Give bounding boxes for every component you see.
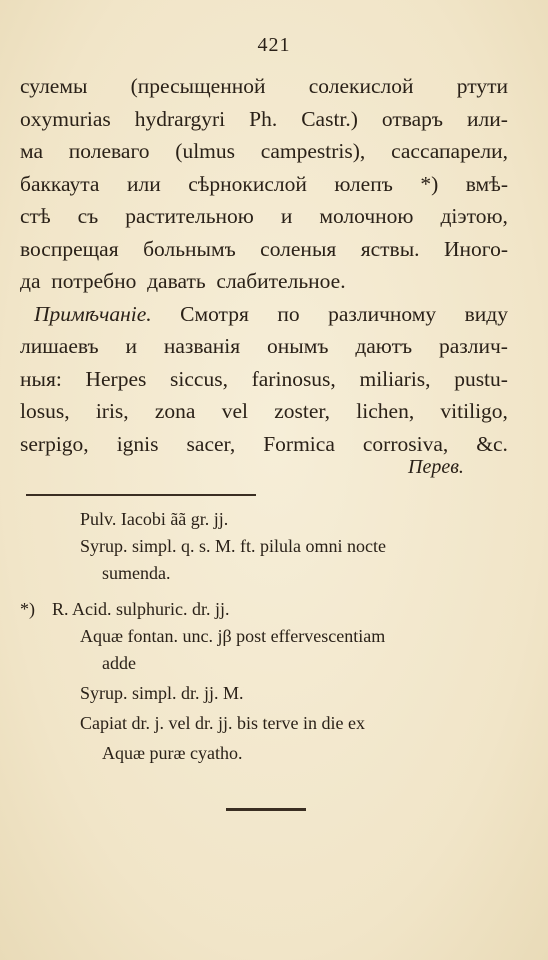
word: названія [163, 334, 241, 358]
word: miliaris, [359, 366, 431, 391]
text-line [20, 298, 508, 331]
word: (ulmus [175, 139, 236, 163]
word: сассапарели, [391, 139, 508, 163]
word: hydrargyri [134, 106, 226, 131]
prescription-line: Aquæ puræ cyatho. [102, 743, 243, 763]
page-number: 421 [257, 34, 291, 56]
word: oxymurias [20, 106, 111, 131]
word: лишаевъ [20, 334, 99, 358]
text-line [20, 363, 508, 396]
footnote-marker: *) [420, 171, 439, 196]
word: яствы. [360, 236, 420, 261]
word: различ- [438, 334, 508, 358]
prescription-line: sumenda. [102, 563, 171, 583]
footnote-separator [26, 494, 256, 496]
word: lichen, [356, 399, 415, 423]
word: ртути [456, 74, 508, 98]
word: отваръ [381, 106, 444, 131]
prescription-line: Capiat dr. j. vel dr. jj. bis terve in die ex [80, 713, 365, 733]
word: онымъ [267, 334, 329, 358]
word: vel [221, 399, 248, 423]
word: молочною [319, 204, 414, 228]
word: sacer, [186, 431, 236, 456]
word: полеваго [68, 139, 150, 163]
word: campestris), [260, 139, 366, 163]
end-ornament-rule [226, 808, 306, 811]
word: стѣ [20, 204, 51, 228]
word: serpigo, [20, 431, 89, 456]
word: losus, [20, 399, 70, 423]
text-line [20, 200, 508, 233]
word: zoster, [274, 399, 331, 423]
word: pustu- [454, 366, 508, 391]
word: или- [467, 106, 508, 131]
word: Смотря [180, 301, 249, 326]
word: потребно [51, 269, 137, 293]
text-line [20, 330, 508, 363]
prescription-line: Pulv. Iacobi ãã gr. jj. [80, 509, 229, 529]
word: сулемы [20, 74, 88, 98]
word: воспрещая [20, 236, 119, 261]
word: vitiligo, [440, 399, 508, 423]
word: по [277, 301, 300, 326]
text-line [20, 233, 508, 266]
note-label: Примѣчаніе. [34, 301, 152, 326]
main-text [20, 70, 508, 460]
word: Castr.) [301, 106, 358, 131]
word: или [126, 171, 161, 196]
word: и [280, 204, 293, 228]
footnote-marker: *) [20, 599, 35, 619]
word: сѣрнокислой [188, 171, 307, 196]
text-line [20, 395, 508, 428]
word: Herpes [85, 366, 147, 391]
word: виду [464, 301, 508, 326]
text-line [20, 168, 508, 201]
word: siccus, [170, 366, 228, 391]
word: и [125, 334, 137, 358]
word: соленыя [260, 236, 337, 261]
word: (пресыщенной [130, 74, 266, 98]
word: даютъ [355, 334, 413, 358]
prescription-line: Aquæ fontan. unc. jβ post effervescentiam [80, 626, 386, 646]
word: баккаута [20, 171, 100, 196]
word: zona [154, 399, 196, 423]
word: да [20, 269, 41, 293]
prescription-line: Syrup. simpl. q. s. M. ft. pilula omni nocte [80, 536, 386, 556]
word: Formica [263, 431, 335, 456]
word: юлепъ [334, 171, 393, 196]
word: діэтою, [440, 204, 508, 228]
word: iris, [95, 399, 129, 423]
word: съ [77, 204, 99, 228]
word: Ph. [249, 106, 278, 131]
word: ма [20, 139, 44, 163]
word: farinosus, [251, 366, 336, 391]
word: Иного- [444, 236, 508, 261]
word: солекислой [308, 74, 414, 98]
text-line [20, 70, 508, 103]
prescription-line: R. Acid. sulphuric. dr. jj. [52, 599, 230, 619]
word: ignis [116, 431, 159, 456]
word: слабительное. [216, 269, 346, 293]
text-line [20, 103, 508, 136]
word: &c. [476, 431, 508, 456]
word: corrosiva, [362, 431, 449, 456]
prescription-line: adde [102, 653, 136, 673]
word: больнымъ [143, 236, 236, 261]
text-line [20, 135, 508, 168]
word: давать [147, 269, 206, 293]
text-line [20, 265, 508, 298]
prescription-line: Syrup. simpl. dr. jj. M. [80, 683, 244, 703]
translator-note: Перев. [408, 456, 464, 478]
word: различному [328, 301, 437, 326]
word: ныя: [20, 366, 62, 391]
word: растительною [125, 204, 254, 228]
word: вмѣ- [465, 171, 508, 196]
